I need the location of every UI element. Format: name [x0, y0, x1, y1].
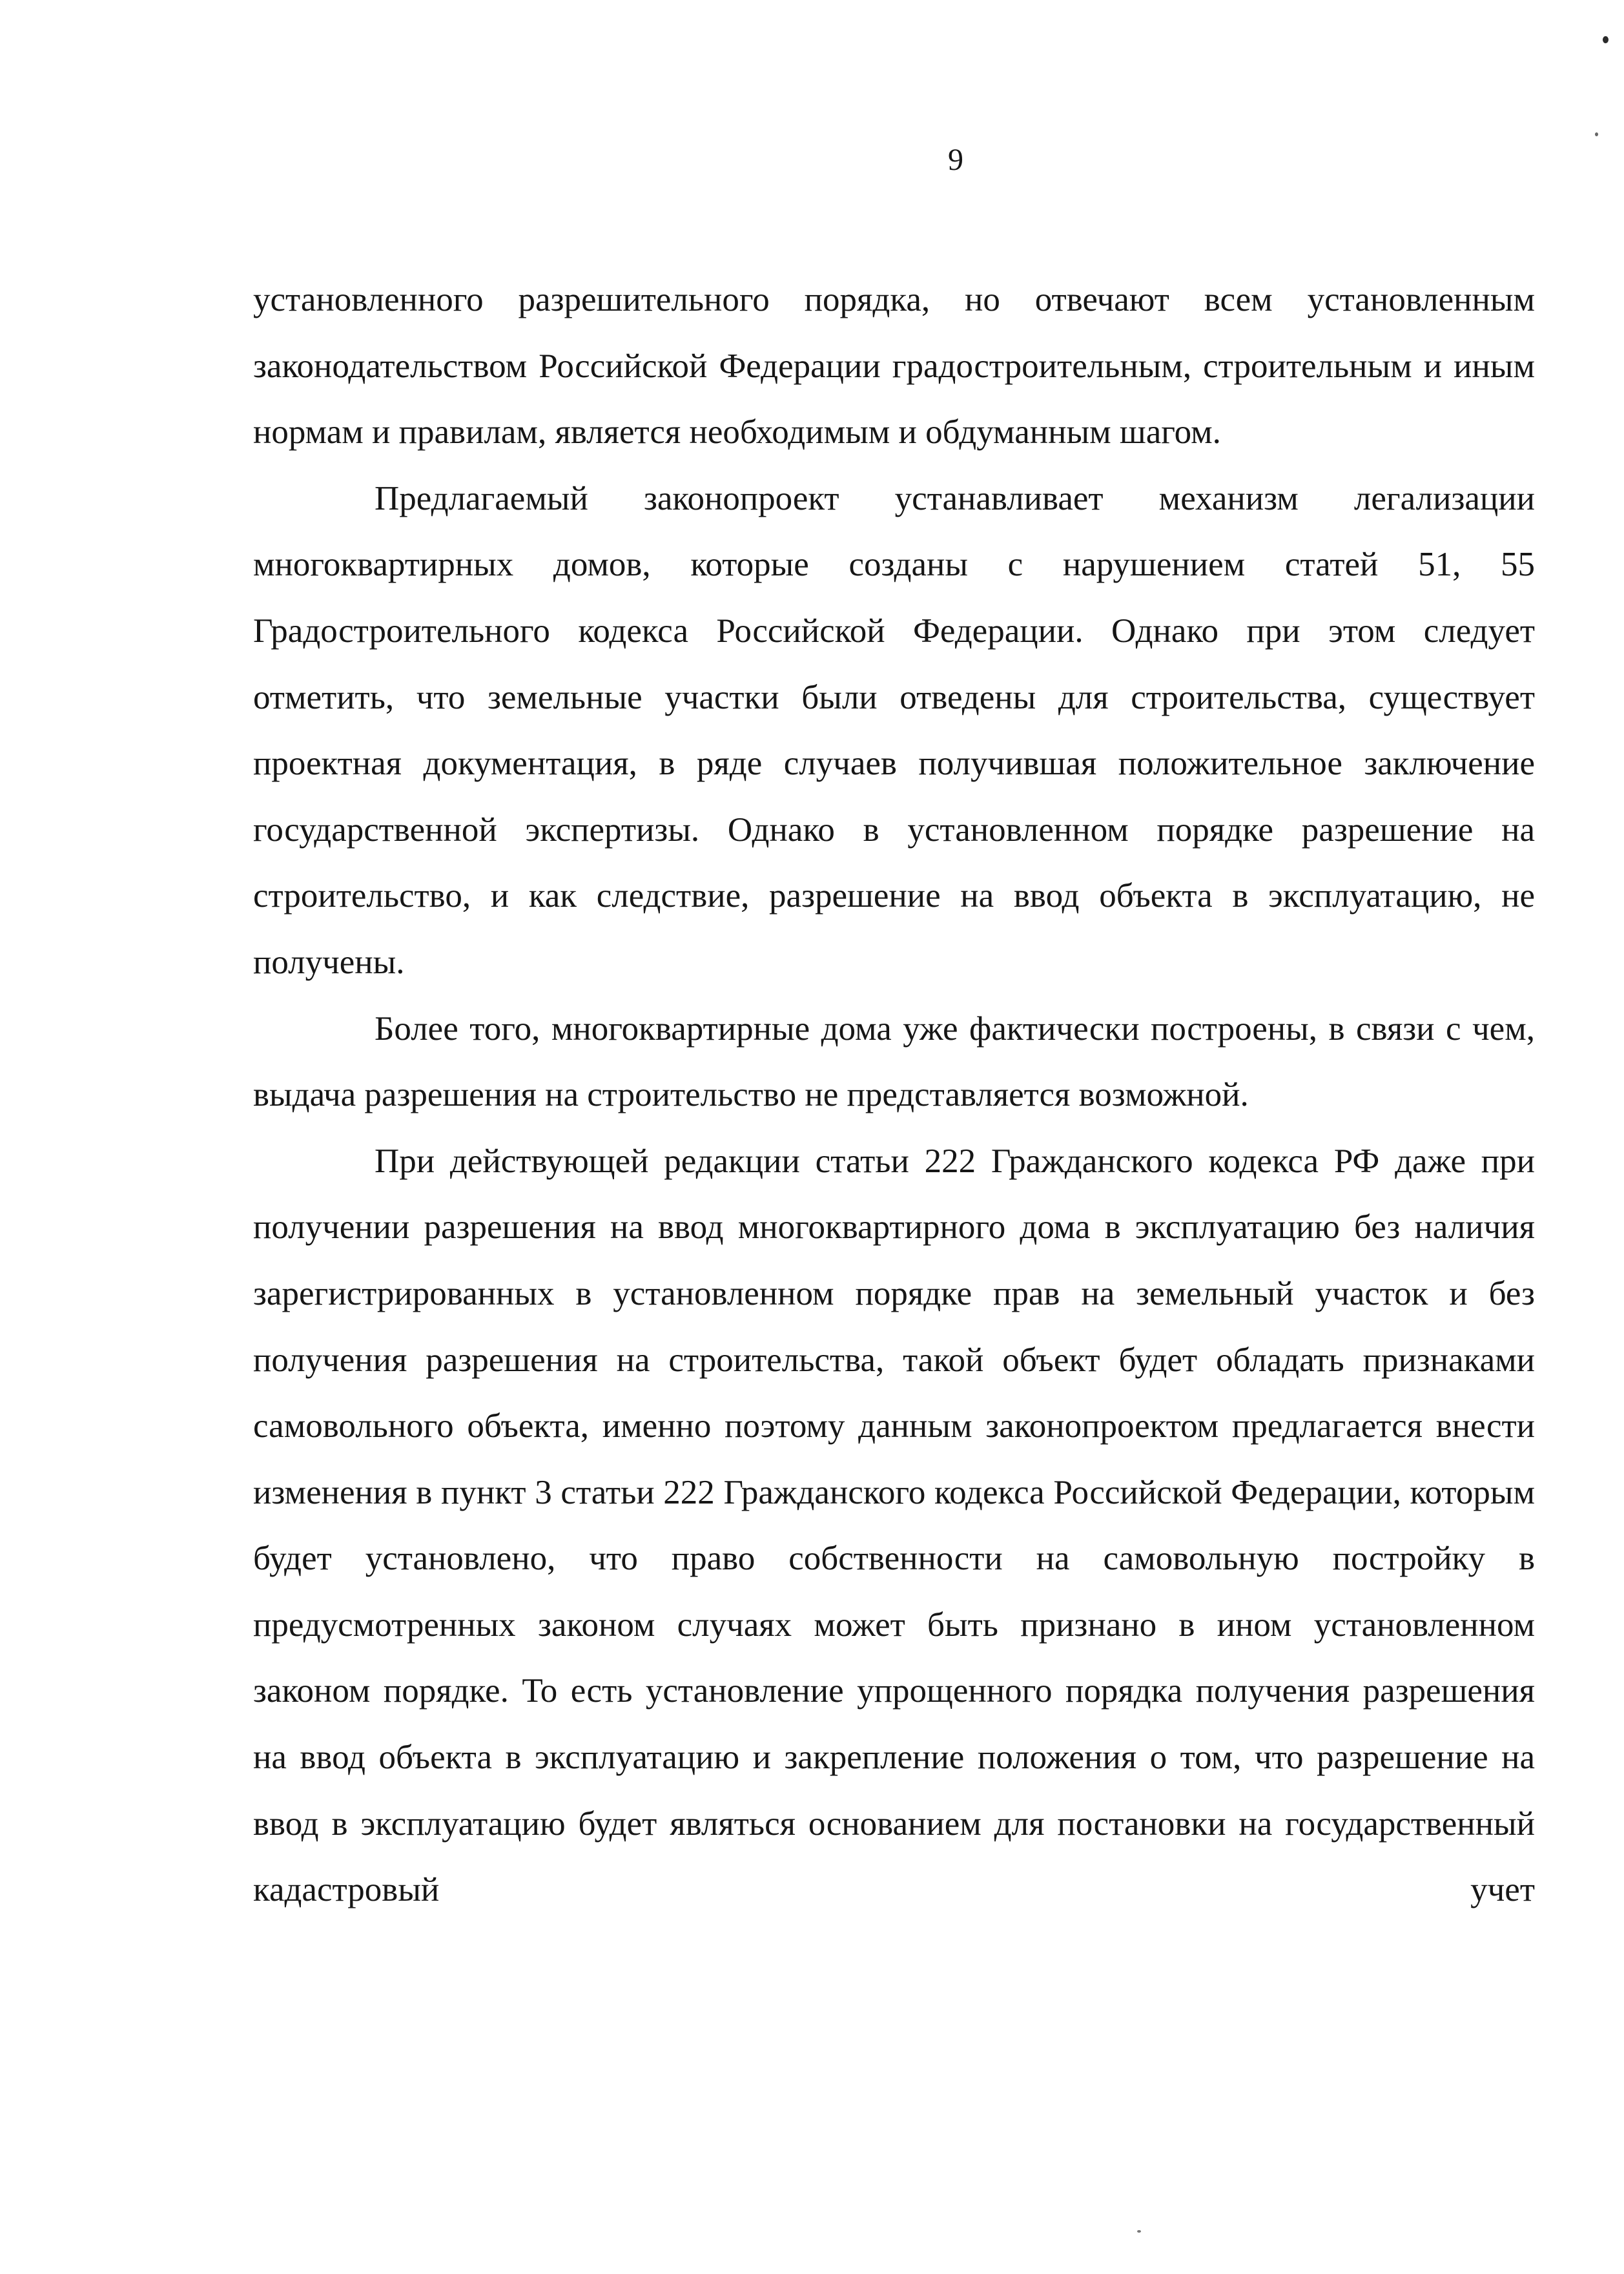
text-line: многоквартирных домов, которые созданы с нарушением статей 51, 55	[253, 546, 1535, 584]
text-line: установленного разрешительного порядка, но отвечают всем установленным	[253, 281, 1535, 318]
text-line: предусмотренных законом случаях может быть признано в ином	[253, 1606, 1292, 1644]
text-line: эксплуатацию без наличия зарегистрированных в установленном порядке	[253, 1208, 1536, 1312]
text-line: установленном законом порядке. То есть установление упрощенного порядка	[253, 1606, 1536, 1710]
scan-speck	[1137, 2230, 1141, 2233]
text-line: поэтому данным законопроектом предлагается внести изменения в пункт 3	[253, 1407, 1536, 1511]
paragraph-2	[253, 466, 1535, 996]
text-line: статьи 222 Гражданского кодекса Российской Федерации, которым будет	[253, 1473, 1536, 1578]
paragraph-1	[253, 267, 1535, 466]
text-line: следует отметить, что земельные участки были отведены для строительства,	[253, 612, 1535, 716]
text-line: основанием для постановки на государственный кадастровый учет	[253, 1804, 1535, 1909]
text-line: Градостроительного кодекса Российской Федерации. Однако при этом	[253, 612, 1396, 650]
text-line: прав на земельный участок и без получения разрешения на строительства,	[253, 1274, 1535, 1379]
paragraph-3	[253, 996, 1535, 1128]
text-line: Предлагаемый законопроект устанавливает механизм легализации	[375, 479, 1535, 517]
text-line: такой объект будет обладать признаками самовольного объекта, именно	[253, 1341, 1536, 1445]
text-line: даже при получении разрешения на ввод многоквартирного дома в	[253, 1142, 1536, 1246]
text-line: При действующей редакции статьи 222 Гражданского кодекса РФ	[375, 1142, 1380, 1180]
text-line: установлено, что право собственности на самовольную постройку в	[365, 1540, 1535, 1578]
page-number: 9	[948, 143, 963, 177]
text-line: возможной.	[1078, 1076, 1249, 1114]
text-line: положения о том, что разрешение на ввод в эксплуатацию будет являться	[253, 1739, 1535, 1843]
paragraph-4	[253, 1128, 1535, 1923]
scan-speck	[1595, 132, 1598, 136]
text-line: Более того, многоквартирные дома уже фактически построены, в	[375, 1009, 1345, 1048]
text-line: обдуманным шагом.	[925, 413, 1221, 451]
text-line: разрешение на ввод объекта в эксплуатацию, не получены.	[253, 877, 1535, 981]
text-line: законодательством Российской Федерации градостроительным,	[253, 347, 1192, 385]
text-line: существует проектная документация, в ряде случаев получившая	[253, 678, 1535, 783]
text-line: получения разрешения на ввод объекта в эксплуатацию и закрепление	[253, 1672, 1536, 1777]
scan-speck	[1603, 36, 1609, 43]
text-line: связи с чем, выдача разрешения на строительство не представляется	[253, 1009, 1535, 1114]
document-body	[253, 267, 1535, 1923]
text-line: положительное заключение государственной экспертизы. Однако в	[253, 745, 1536, 849]
text-line: строительным и иным нормам и правилам, является необходимым и	[253, 347, 1535, 451]
text-line: установленном порядке разрешение на строительство, и как следствие,	[253, 811, 1535, 915]
